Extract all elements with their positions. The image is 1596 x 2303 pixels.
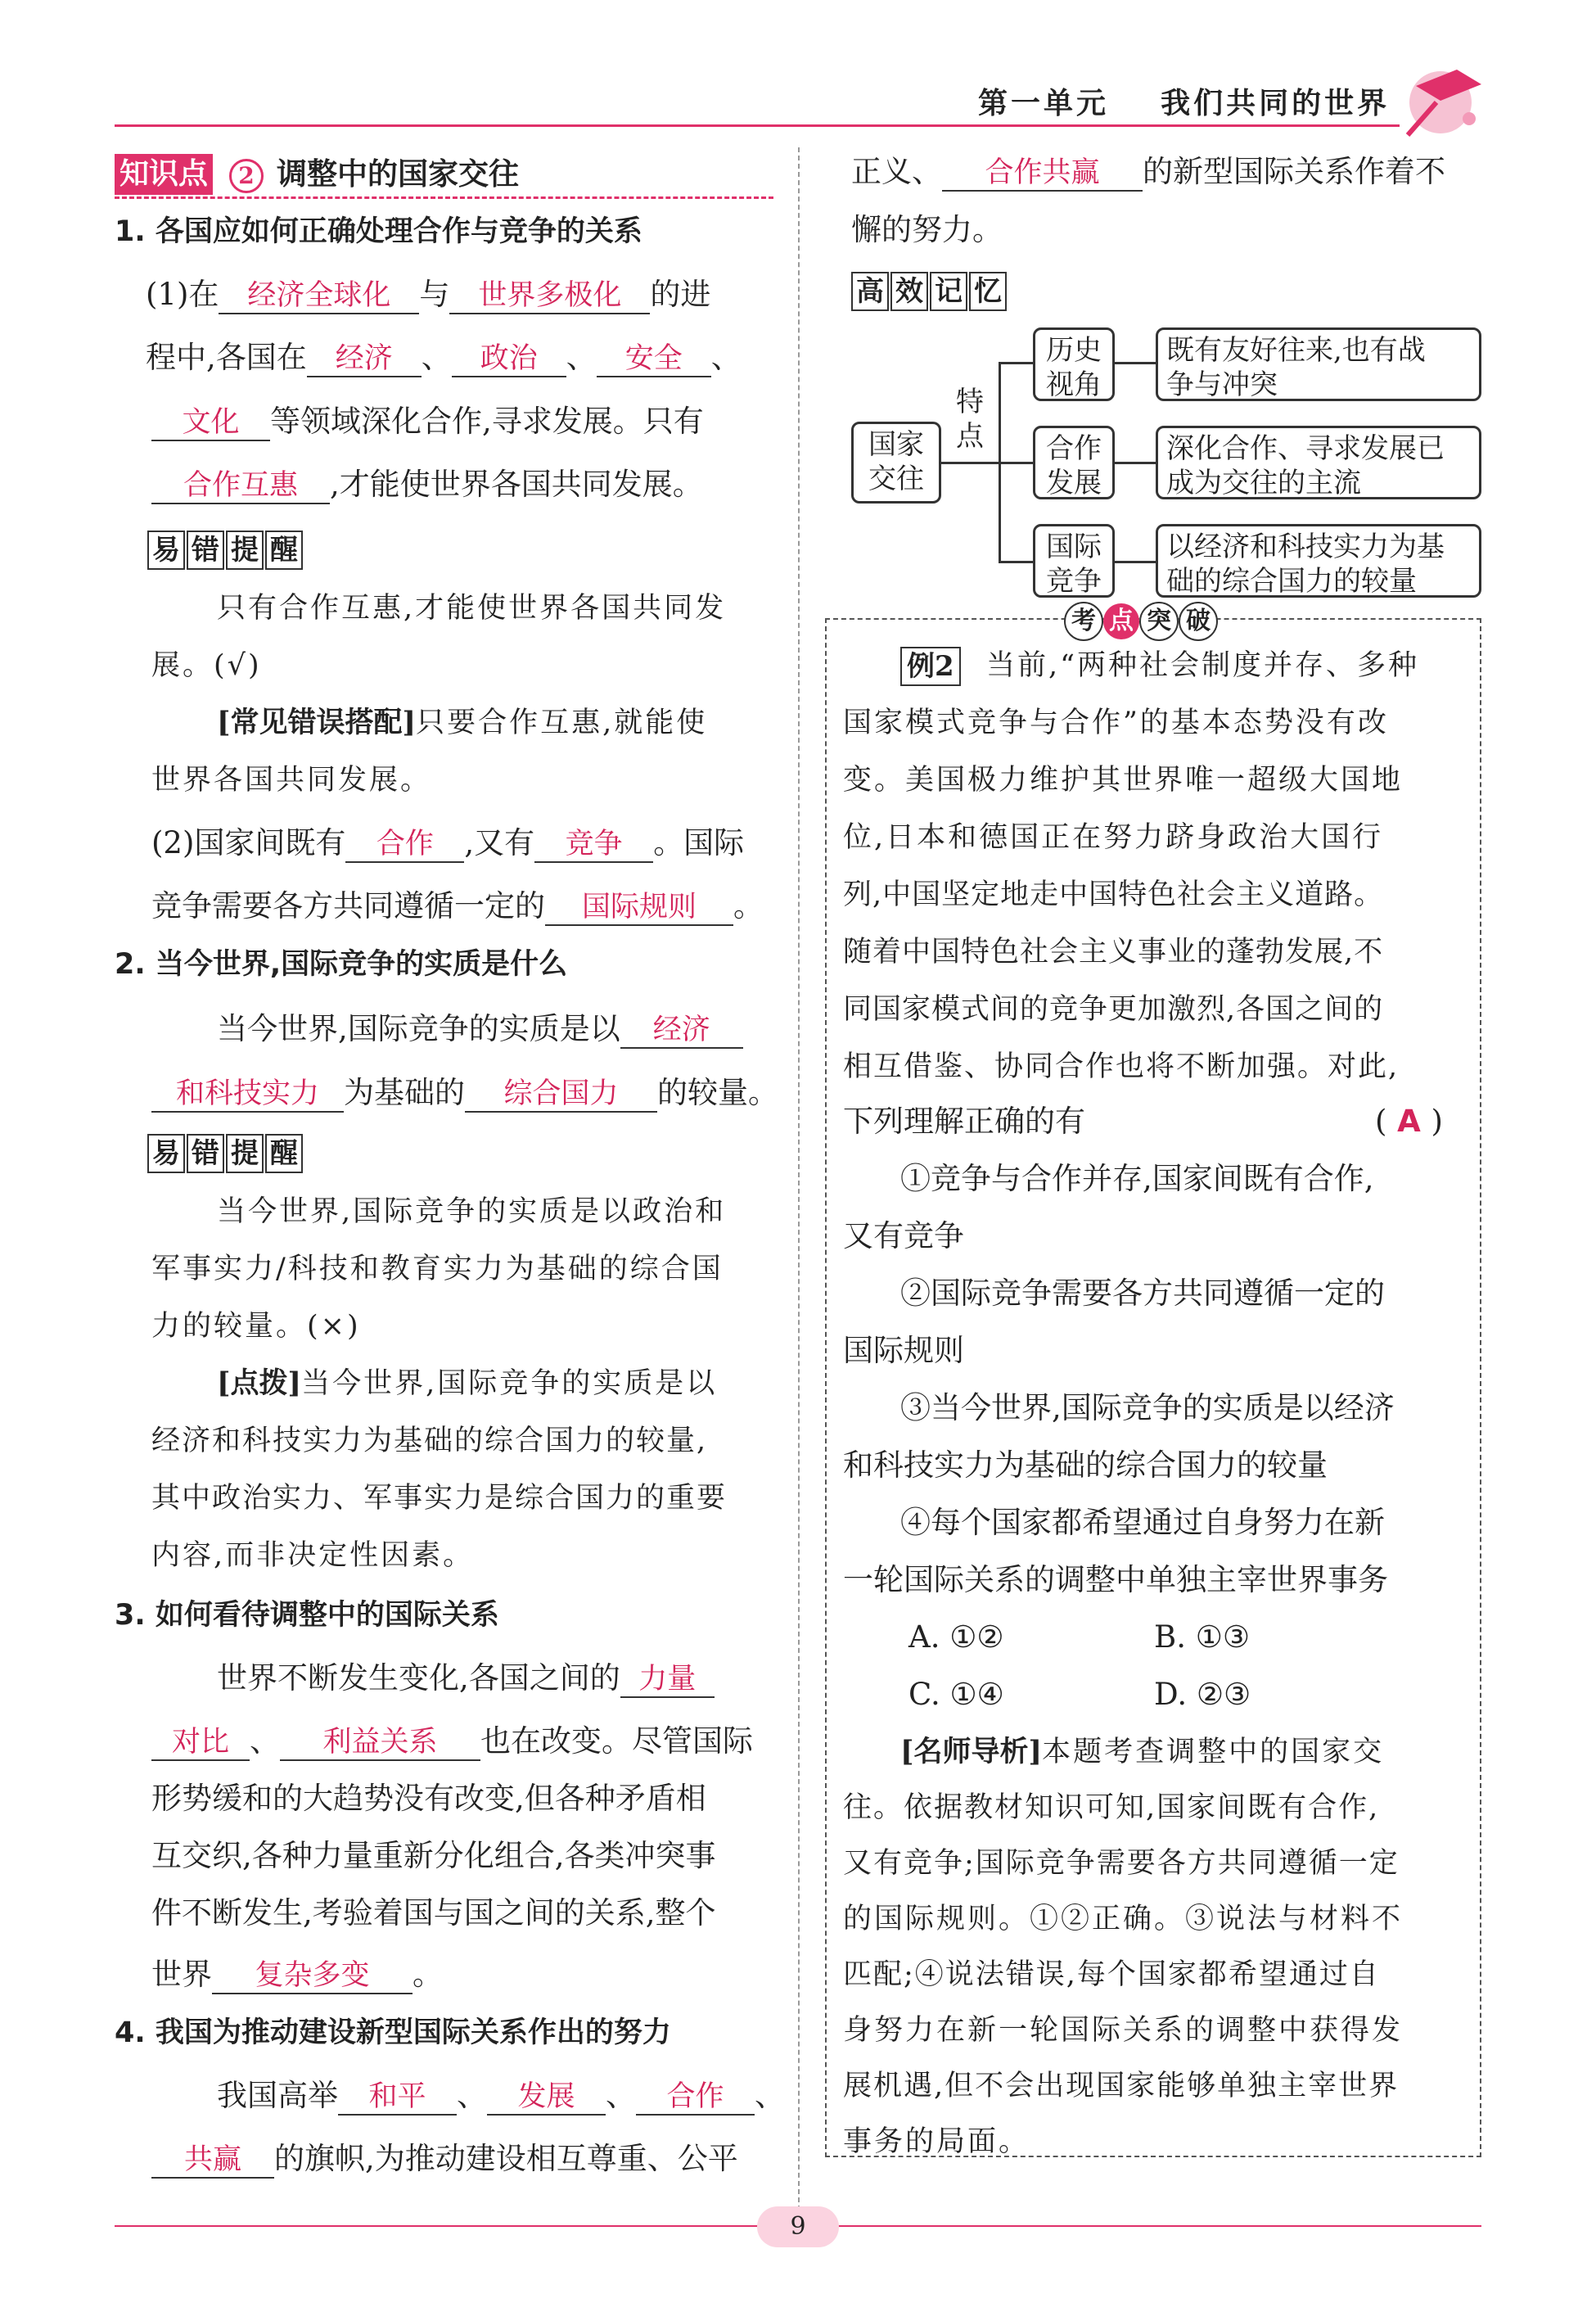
analysis-text: 展机遇,但不会出现国家能够单独主宰世界: [843, 2070, 1400, 2102]
statement: 又有竞争: [843, 1218, 964, 1253]
feature-node: 合作 发展: [1033, 426, 1115, 499]
statement: 一轮国际关系的调整中单独主宰世界事务: [843, 1562, 1388, 1597]
feature-node: 历史 视角: [1033, 327, 1115, 401]
decorative-hat-icon: [1391, 53, 1490, 143]
memory-diagram: [851, 327, 1481, 598]
connector: [1115, 462, 1156, 464]
feature-desc: 深化合作、寻求发展已 成为交往的主流: [1156, 426, 1481, 499]
q1-title: 1. 各国应如何正确处理合作与竞争的关系: [115, 215, 642, 248]
hint-text: 经济和科技实力为基础的综合国力的较量,: [151, 1425, 708, 1457]
question-stem: 同国家模式间的竞争更加激烈,各国之间的: [843, 993, 1384, 1026]
tip-text: 当今世界,国际竞争的实质是以政治和: [217, 1195, 727, 1228]
answer-blank: 利益关系: [280, 1725, 480, 1761]
q4-line-2: 共赢 的旗帜,为推动建设相互尊重、公平: [151, 2138, 738, 2179]
feature-label: 特点: [956, 386, 984, 453]
question-stem: 列,中国坚定地走中国特色社会主义道路。: [843, 878, 1384, 911]
hint-text: 内容,而非决定性因素。: [151, 1539, 475, 1572]
section-number: 2: [229, 159, 264, 193]
header-rule: [115, 124, 1400, 127]
analysis-text: 事务的局面。: [843, 2125, 1030, 2158]
answer-blank: 经济: [307, 341, 422, 377]
q3-line-3: 形势缓和的大趋势没有改变,但各种矛盾相: [151, 1781, 706, 1816]
q2-line-2: 和科技实力 为基础的 综合国力 的较量。: [151, 1072, 778, 1113]
page-number-cloud: [757, 2206, 839, 2247]
answer-blank: 对比: [151, 1725, 250, 1761]
answer-blank: 合作: [345, 827, 464, 863]
unit-label: 第一单元: [978, 87, 1110, 120]
feature-desc: 以经济和科技实力为基 础的综合国力的较量: [1156, 524, 1481, 598]
question-stem: 变。美国极力维护其世界唯一超级大国地: [843, 764, 1404, 797]
answer-blank: 和科技实力: [151, 1077, 344, 1113]
column-divider: [798, 147, 800, 2210]
connector: [999, 561, 1033, 563]
answer-blank: 合作: [636, 2079, 755, 2116]
q1-line-5: (2)国家间既有 合作 ,又有 竞争 。国际: [151, 823, 744, 864]
answer-value: A: [1397, 1104, 1421, 1139]
example-label: 例2: [900, 647, 961, 686]
q3-line-6: 世界 复杂多变 。: [151, 1954, 443, 1995]
question-stem: 国家模式竞争与合作”的基本态势没有改: [843, 707, 1389, 739]
q3-line-1: 世界不断发生变化,各国之间的 力量: [217, 1658, 715, 1699]
q1-line-4: 合作互惠 ,才能使世界各国共同发展。: [151, 464, 703, 505]
tip-text: 只有合作互惠,才能使世界各国共同发: [217, 592, 727, 625]
statement: 和科技实力为基础的综合国力的较量: [843, 1447, 1328, 1483]
analysis-text: 又有竞争;国际竞争需要各方共同遵循一定: [843, 1847, 1400, 1880]
q3-line-5: 件不断发生,考验着国与国之间的关系,整个: [151, 1895, 716, 1930]
answer-blank: 发展: [487, 2079, 606, 2116]
tip-text: [常见错误搭配]只要合作互惠,就能使: [217, 706, 708, 739]
tip-label: 易 错 提 醒: [147, 531, 304, 570]
q1-line-2: 程中,各国在 经济 、 政治 、 安全 、: [146, 337, 742, 378]
unit-title: 我们共同的世界: [1161, 87, 1391, 120]
question-stem: 位,日本和德国正在努力跻身政治大国行: [843, 821, 1384, 854]
answer-blank: 世界多极化: [449, 278, 650, 314]
statement: ②国际竞争需要各方共同遵循一定的: [900, 1276, 1385, 1311]
q1-line-6: 竞争需要各方共同遵循一定的 国际规则 。: [151, 886, 764, 927]
q3-line-4: 互交织,各种力量重新分化组合,各类冲突事: [151, 1838, 716, 1873]
q4-line-4: 懈的努力。: [851, 212, 1003, 247]
tip-text: 展。(√): [151, 649, 262, 682]
answer-blank: 复杂多变: [212, 1958, 413, 1994]
connector: [999, 362, 1033, 364]
connector: [999, 462, 1033, 464]
analysis-text: 的国际规则。①②正确。③说法与材料不: [843, 1903, 1404, 1935]
hint-text: 其中政治实力、军事实力是综合国力的重要: [151, 1482, 728, 1515]
section-title: [115, 154, 773, 196]
page-header: [0, 0, 1596, 143]
section-heading: 调整中的国家交往: [277, 156, 519, 192]
statement: ③当今世界,国际竞争的实质是以经济: [900, 1390, 1395, 1425]
answer-blank: 政治: [452, 341, 566, 377]
answer-blank: 合作共赢: [942, 156, 1143, 192]
answer-blank: 和平: [338, 2079, 457, 2116]
connector: [1115, 561, 1156, 563]
analysis-text: 身努力在新一轮国际关系的调整中获得发: [843, 2014, 1404, 2047]
tip-label: 易 错 提 醒: [147, 1134, 304, 1173]
answer-blank: 安全: [597, 341, 711, 377]
q4-line-1: 我国高举 和平 、 发展 、 合作 、: [217, 2075, 785, 2116]
answer-blank: 合作互惠: [151, 468, 330, 504]
statement: 国际规则: [843, 1333, 964, 1368]
q2-title: 2. 当今世界,国际竞争的实质是什么: [115, 948, 568, 981]
tip-text: 军事实力/科技和教育实力为基础的综合国: [151, 1253, 724, 1285]
memory-label: 高 效 记 忆: [851, 272, 1008, 311]
tip-text: 力的较量。(×): [151, 1310, 361, 1343]
page-number: 9: [790, 2212, 806, 2241]
q4-line-3: 正义、 合作共赢 的新型国际关系作着不: [851, 151, 1445, 192]
q1-line-1: (1)在 经济全球化 与 世界多极化 的进: [146, 274, 710, 315]
q2-line-1: 当今世界,国际竞争的实质是以 经济: [217, 1009, 743, 1050]
answer-bracket: ( A ): [1375, 1101, 1443, 1142]
hint-text: [点拨]当今世界,国际竞争的实质是以: [217, 1366, 718, 1400]
answer-blank: 经济全球化: [219, 278, 419, 314]
section-dashed-rule: [115, 196, 773, 199]
option-c: C. ①④: [908, 1677, 1004, 1712]
q1-line-3: 文化 等领域深化合作,寻求发展。只有: [151, 401, 704, 442]
answer-blank: 力量: [620, 1662, 715, 1698]
option-a: A. ①②: [908, 1619, 1004, 1655]
analysis-text: 往。依据教材知识可知,国家间既有合作,: [843, 1791, 1380, 1824]
answer-blank: 文化: [151, 405, 270, 441]
analysis-text: 匹配;④说法错误,每个国家都希望通过自: [843, 1958, 1380, 1991]
root-node: 国家 交往: [851, 422, 941, 503]
section-badge: 知识点: [115, 154, 213, 195]
statement: ①竞争与合作并存,国家间既有合作,: [900, 1161, 1374, 1196]
exam-banner: 考 点 突 破: [1064, 602, 1218, 641]
option-b: B. ①③: [1154, 1619, 1251, 1655]
tip-text: 世界各国共同发展。: [151, 764, 432, 797]
connector: [1115, 362, 1156, 364]
statement: ④每个国家都希望通过自身努力在新: [900, 1505, 1385, 1540]
option-d: D. ②③: [1154, 1677, 1251, 1712]
answer-blank: 综合国力: [465, 1077, 657, 1113]
question-stem: 相互借鉴、协同合作也将不断加强。对此,: [843, 1050, 1400, 1083]
answer-blank: 竞争: [534, 827, 653, 863]
answer-blank: 共赢: [151, 2143, 274, 2179]
q4-title: 4. 我国为推动建设新型国际关系作出的努力: [115, 2016, 671, 2049]
question-stem: 当前,“两种社会制度并存、多种: [986, 649, 1420, 682]
analysis-text: [名师导析]本题考查调整中的国家交: [900, 1735, 1385, 1768]
question-stem: 下列理解正确的有: [843, 1104, 1085, 1139]
answer-blank: 经济: [620, 1013, 743, 1049]
answer-blank: 国际规则: [545, 890, 733, 926]
question-stem: 随着中国特色社会主义事业的蓬勃发展,不: [843, 936, 1384, 969]
feature-node: 国际 竞争: [1033, 524, 1115, 598]
feature-desc: 既有友好往来,也有战 争与冲突: [1156, 327, 1481, 401]
q3-title: 3. 如何看待调整中的国际关系: [115, 1599, 499, 1632]
q3-line-2: 对比 、 利益关系 也在改变。尽管国际: [151, 1721, 753, 1762]
connector: [941, 462, 999, 464]
